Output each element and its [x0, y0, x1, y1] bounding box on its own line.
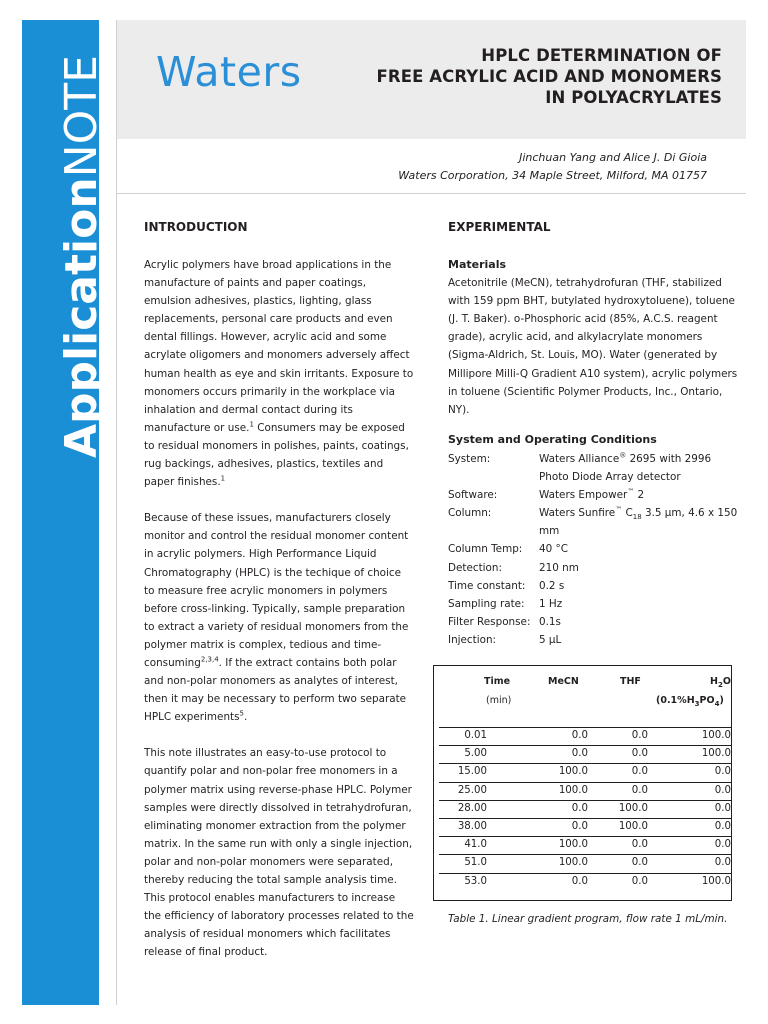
cell-thf: 0.0 — [631, 730, 648, 741]
cell-mecn: 100.0 — [558, 784, 588, 796]
condition-column: Column: Waters Sunfire™ $C_{18}$ 3.5 μm, 4.6 x 150 mm — [448, 505, 738, 538]
cell-mecn: 100.0 — [558, 857, 588, 869]
cell-h2o: 100.0 — [701, 875, 731, 887]
materials-heading: Materials — [448, 258, 507, 271]
author-names: Jinchuan Yang and Alice J. Di Gioia — [519, 151, 707, 164]
intro-paragraph-2: Because of these issues, manufacturers closely monitor and control the residual monomer content in acrylic polymers. High Performance Liquid Chromatography (HPLC) is the techique of choice to measure free acrylic monomers in polymers before cross-linking. Typically, sample preparation to extract a variety of residual monomers from the polymer matrix is complex, tedious and time-consuming$^{2,3,4}$. If the extract contains both polar and non-polar monomers as analytes of interest, then it may be necessary to perform two separate HPLC experiments$^5$. — [144, 512, 409, 724]
cell-time: 15.00 — [457, 766, 487, 778]
title-line-2: FREE ACRYLIC ACID AND MONOMERS — [376, 67, 722, 86]
cell-time: 53.0 — [464, 875, 487, 887]
materials-section — [448, 256, 738, 419]
cell-time: 25.00 — [457, 784, 487, 796]
condition-column-temp: Column Temp: 40 °C — [448, 543, 568, 556]
col-header-time-unit: (min) — [486, 695, 512, 706]
table-row — [439, 854, 731, 873]
condition-detection: Detection: 210 nm — [448, 561, 579, 574]
condition-time-constant: Time constant: 0.2 s — [448, 579, 565, 592]
cell-thf: 100.0 — [618, 821, 648, 832]
document-title — [377, 45, 722, 108]
intro-paragraph-3: This note illustrates an easy-to-use protocol to quantify polar and non-polar free monomers in a polymer matrix using reverse-phase HPLC. Polymer samples were directly dissolved in tetrahydrofuran, eliminating monomer extraction from the polymer matrix. In the same run with only a single injection, polar and non-polar monomers were separated, thereby reducing the total sample analysis time. This protocol enables manufacturers to increase the efficiency of laboratory processes related to the analysis of residual monomers which facilitates release of final product. — [144, 747, 414, 959]
table-caption: Table 1. Linear gradient program, flow rate 1 mL/min. — [448, 913, 728, 925]
col-header-h2o-unit: $(0.1\%H_3PO_4)$ — [656, 695, 724, 708]
cell-h2o: 0.0 — [714, 766, 731, 778]
sidebar-word-application: Application — [56, 177, 107, 458]
col-header-mecn: MeCN — [548, 676, 579, 687]
cell-time: 41.0 — [464, 839, 487, 851]
cell-mecn: 100.0 — [558, 839, 588, 851]
cell-h2o: 0.0 — [714, 857, 731, 869]
table-row — [439, 800, 731, 819]
cell-mecn: 0.0 — [571, 802, 588, 814]
cell-h2o: 0.0 — [714, 821, 731, 832]
condition-system: System: Waters Alliance® 2695 with 2996 Photo Diode Array detector — [448, 451, 712, 484]
cell-time: 38.00 — [457, 821, 487, 832]
cell-mecn: 0.0 — [571, 730, 588, 741]
cell-time: 28.00 — [457, 802, 487, 814]
introduction-body — [144, 256, 414, 979]
col-header-thf: THF — [620, 676, 641, 687]
gradient-table — [433, 665, 732, 901]
condition-sampling-rate: Sampling rate: 1 Hz — [448, 597, 563, 610]
cell-mecn: 100.0 — [558, 766, 588, 778]
cell-thf: 100.0 — [618, 802, 648, 814]
cell-time: 5.00 — [464, 748, 487, 760]
table-row — [439, 745, 731, 764]
condition-filter-response: Filter Response: 0.1s — [448, 615, 561, 628]
cell-thf: 0.0 — [631, 875, 648, 887]
table-row — [439, 727, 731, 746]
intro-paragraph-1: Acrylic polymers have broad applications in the manufacture of paints and paper coatings, emulsion adhesives, plastics, lighting, glass replacements, personal care products and even dental fillings. However, acrylic acid and some acrylate oligomers and monomers adversely affect human health as eye and skin irritants. Exposure to monomers occurs primarily in the workplace via inhalation and dermal contact during its manufacture or use.$^1$ Consumers may be exposed to residual monomers in polishes, paints, coatings, rug backings, adhesives, plastics, textiles and paper finishes.$^1$ — [144, 259, 414, 489]
waters-logo: Waters — [156, 48, 302, 96]
cell-h2o: 100.0 — [701, 730, 731, 741]
sidebar-wordmark — [22, 20, 107, 460]
table-row — [439, 873, 731, 892]
svg-text:ApplicationNOTE — [56, 55, 107, 458]
table-row — [439, 763, 731, 782]
condition-software: Software: Waters Empower™ 2 — [448, 487, 645, 502]
authors-block — [398, 149, 707, 185]
cell-time: 0.01 — [464, 730, 487, 741]
cell-h2o: 0.0 — [714, 784, 731, 796]
conditions-heading: System and Operating Conditions — [448, 433, 657, 446]
cell-h2o: 0.0 — [714, 802, 731, 814]
cell-h2o: 0.0 — [714, 839, 731, 851]
table-row — [439, 782, 731, 801]
cell-thf: 0.0 — [631, 748, 648, 760]
vertical-rule — [116, 20, 117, 1005]
cell-thf: 0.0 — [631, 766, 648, 778]
author-affiliation: Waters Corporation, 34 Maple Street, Milford, MA 01757 — [398, 169, 707, 182]
header-rule — [117, 193, 746, 194]
materials-text: Acetonitrile (MeCN), tetrahydrofuran (THF, stabilized with 159 ppm BHT, butylated hydroxytoluene), toluene (J. T. Baker). o-Phosphoric acid (85%, A.C.S. reagent grade), acrylic acid, and alkylacrylate monomers (Sigma-Aldrich, St. Louis, MO). Water (generated by Millipore Milli-Q Gradient A10 system), acrylic polymers in toluene (Scientific Polymer Products, Inc., Ontario, NY). — [448, 277, 738, 416]
introduction-heading: INTRODUCTION — [144, 220, 248, 234]
cell-mecn: 0.0 — [571, 821, 588, 832]
experimental-heading: EXPERIMENTAL — [448, 220, 551, 234]
table-row — [439, 836, 731, 855]
sidebar-word-note: NOTE — [56, 55, 107, 178]
cell-mecn: 0.0 — [571, 875, 588, 887]
cell-thf: 0.0 — [631, 784, 648, 796]
cell-thf: 0.0 — [631, 839, 648, 851]
col-header-time: Time — [484, 676, 511, 687]
title-line-1: HPLC DETERMINATION OF — [481, 46, 722, 65]
cell-mecn: 0.0 — [571, 748, 588, 760]
cell-h2o: 100.0 — [701, 748, 731, 760]
conditions-list — [448, 450, 738, 649]
cell-time: 51.0 — [464, 857, 487, 869]
cell-thf: 0.0 — [631, 857, 648, 869]
title-line-3: IN POLYACRYLATES — [545, 88, 722, 107]
condition-injection: Injection: 5 μL — [448, 633, 562, 646]
table-row — [439, 818, 731, 837]
col-header-h2o: $H_2O$ — [710, 676, 731, 689]
